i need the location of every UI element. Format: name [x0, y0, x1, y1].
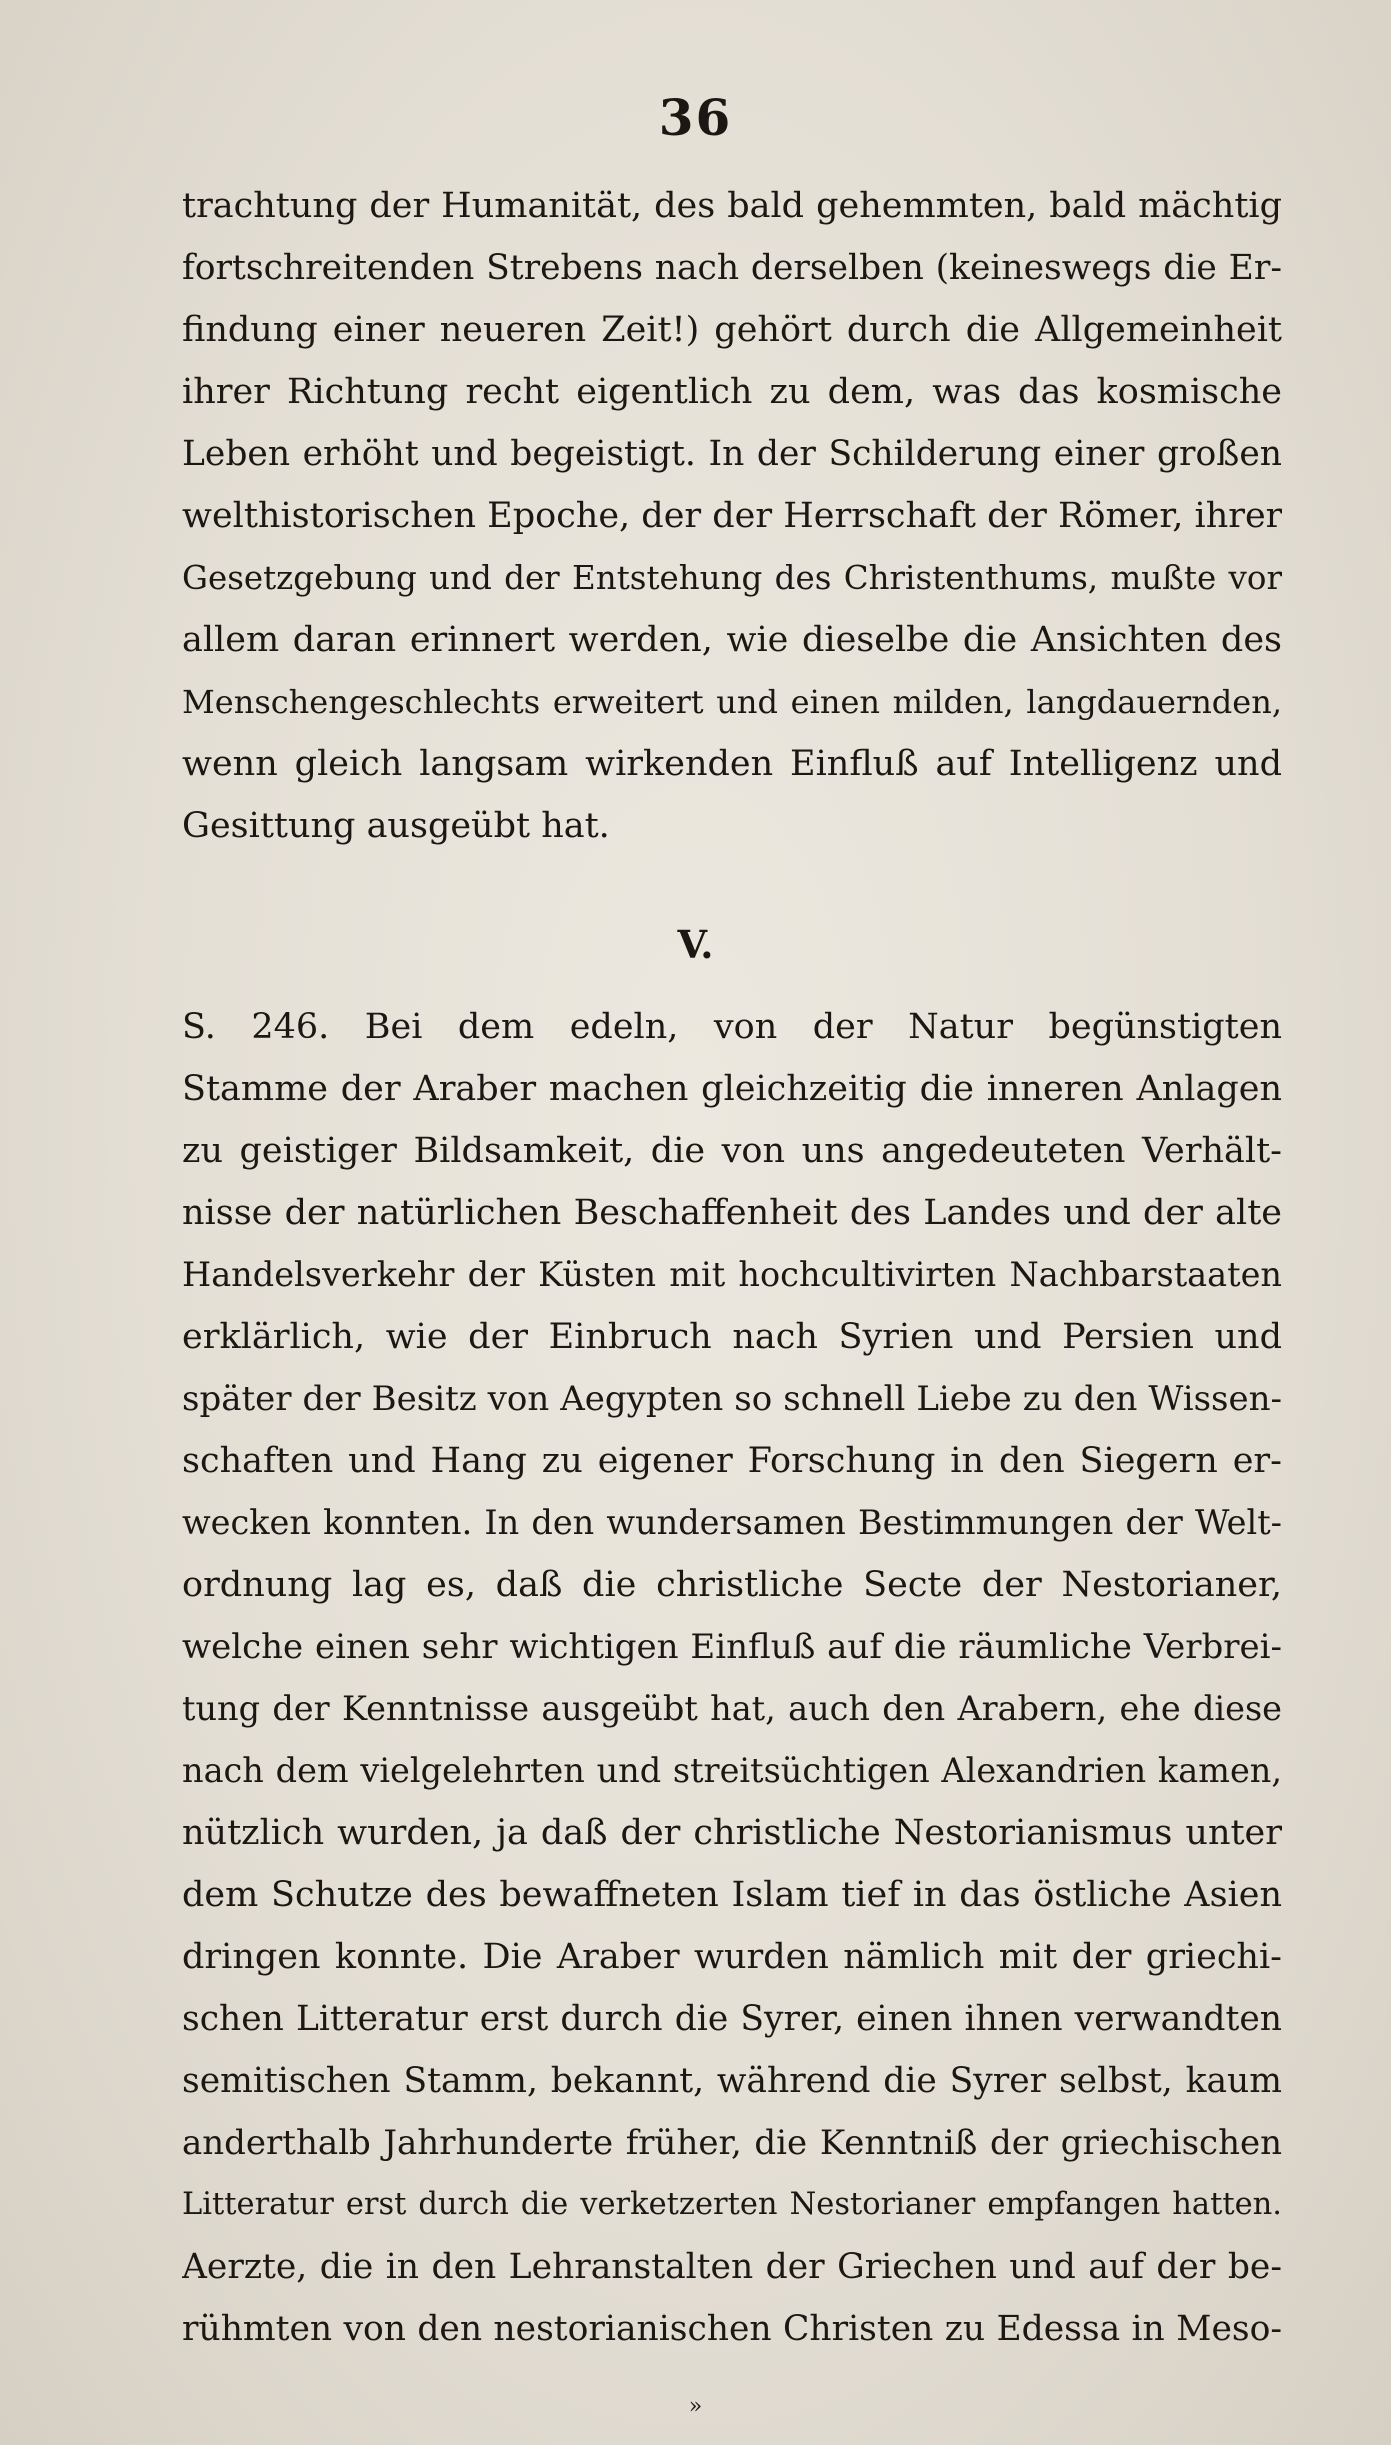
- text-line: Gesittung ausgeübt hat.: [182, 806, 610, 846]
- text-line: allem daran erinnert werden, wie dieselbe die Ansichten des: [182, 620, 1282, 660]
- text-line: Handelsverkehr der Küsten mit hochcultivirten Nachbarstaaten: [182, 1255, 1282, 1294]
- text-line: Leben erhöht und begeistigt. In der Schilderung einer großen: [182, 434, 1282, 474]
- text-line: anderthalb Jahrhunderte früher, die Kenntniß der griechischen: [182, 2123, 1282, 2163]
- text-line: trachtung der Humanität, des bald gehemmten, bald mächtig: [182, 186, 1282, 226]
- text-line: tung der Kenntnisse ausgeübt hat, auch den Arabern, ehe diese: [182, 1689, 1282, 1728]
- text-line: schen Litteratur erst durch die Syrer, einen ihnen verwandten: [182, 1999, 1282, 2039]
- text-line: erklärlich, wie der Einbruch nach Syrien und Persien und: [182, 1317, 1282, 1357]
- text-line: schaften und Hang zu eigener Forschung in den Siegern er-: [182, 1441, 1282, 1481]
- text-line: Gesetzgebung und der Entstehung des Christenthums, mußte vor: [182, 559, 1282, 597]
- text-line: nützlich wurden, ja daß der christliche Nestorianismus unter: [182, 1813, 1282, 1853]
- text-line: findung einer neueren Zeit!) gehört durch die Allgemeinheit: [182, 310, 1282, 350]
- text-line: welche einen sehr wichtigen Einfluß auf die räumliche Verbrei-: [182, 1627, 1282, 1667]
- text-line: dringen konnte. Die Araber wurden nämlich mit der griechi-: [182, 1937, 1282, 1977]
- text-line: rühmten von den nestorianischen Christen zu Edessa in Meso-: [182, 2309, 1282, 2349]
- text-line: dem Schutze des bewaffneten Islam tief in das östliche Asien: [182, 1875, 1282, 1915]
- text-line: ordnung lag es, daß die christliche Secte der Nestorianer,: [182, 1565, 1282, 1605]
- text-line: wenn gleich langsam wirkenden Einfluß auf Intelligenz und: [182, 744, 1282, 784]
- text-line: semitischen Stamm, bekannt, während die Syrer selbst, kaum: [182, 2061, 1282, 2101]
- signature-mark: »: [688, 2394, 703, 2419]
- text-line: wecken konnten. In den wundersamen Bestimmungen der Welt-: [182, 1503, 1282, 1542]
- text-line: welthistorischen Epoche, der der Herrschaft der Römer, ihrer: [182, 496, 1282, 536]
- section-heading: V.: [677, 922, 714, 967]
- text-line: Litteratur erst durch die verketzerten Nestorianer empfangen hatten.: [182, 2187, 1282, 2222]
- text-line: Menschengeschlechts erweitert und einen milden, langdauernden,: [182, 683, 1282, 721]
- text-line: nisse der natürlichen Beschaffenheit des Landes und der alte: [182, 1193, 1282, 1233]
- page-number: 36: [658, 88, 733, 147]
- text-line: S. 246. Bei dem edeln, von der Natur begünstigten: [182, 1007, 1282, 1047]
- text-line: Stamme der Araber machen gleichzeitig die inneren Anlagen: [182, 1069, 1282, 1109]
- text-line: später der Besitz von Aegypten so schnell Liebe zu den Wissen-: [182, 1379, 1282, 1419]
- text-line: ihrer Richtung recht eigentlich zu dem, was das kosmische: [182, 372, 1282, 412]
- text-line: zu geistiger Bildsamkeit, die von uns angedeuteten Verhält-: [182, 1131, 1282, 1171]
- text-line: Aerzte, die in den Lehranstalten der Griechen und auf der be-: [182, 2247, 1282, 2287]
- text-line: fortschreitenden Strebens nach derselben (keineswegs die Er-: [182, 248, 1282, 288]
- text-line: nach dem vielgelehrten und streitsüchtigen Alexandrien kamen,: [182, 1751, 1282, 1790]
